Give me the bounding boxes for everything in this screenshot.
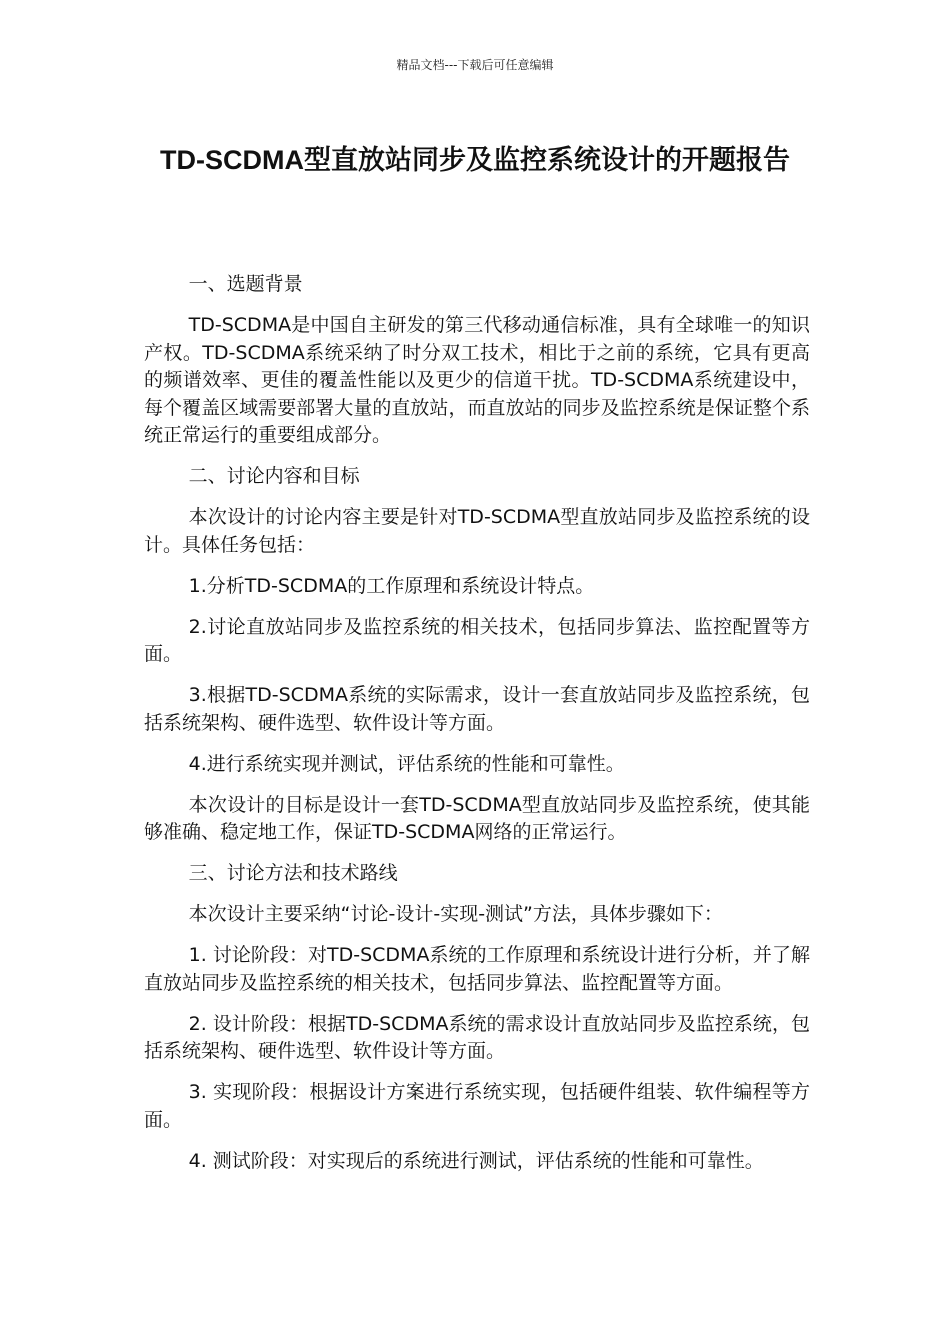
section-heading-content-goals: 二、讨论内容和目标	[188, 465, 360, 487]
paragraph-methods-intro: 本次设计主要采纳“讨论-设计-实现-测试”方法，具体步骤如下：	[188, 903, 723, 925]
page-header: 精品文档---下载后可任意编辑	[396, 58, 554, 72]
step-item-4: 4. 测试阶段：对实现后的系统进行测试，评估系统的性能和可靠性。	[188, 1149, 764, 1172]
step-item-3: 3. 实现阶段：根据设计方案进行系统实现，包括硬件组装、软件编程等方面。	[144, 1081, 810, 1131]
paragraph-background: TD-SCDMA是中国自主研发的第三代移动通信标准，具有全球唯一的知识产权。TD-SCDMA系统采纳了时分双工技术，相比于之前的系统，它具有更高的频谱效率、更佳的覆盖性能以及更少的信道干扰。TD-SCDMA系统建设中，每个覆盖区域需要部署大量的直放站，而直放站的同步及监控系统是保证整个系统正常运行的重要组成部分。	[144, 314, 810, 446]
task-item-2: 2.讨论直放站同步及监控系统的相关技术，包括同步算法、监控配置等方面。	[144, 615, 810, 665]
task-item-1: 1.分析TD-SCDMA的工作原理和系统设计特点。	[188, 574, 595, 597]
task-item-3: 3.根据TD-SCDMA系统的实际需求，设计一套直放站同步及监控系统，包括系统架构、硬件选型、软件设计等方面。	[144, 684, 810, 734]
paragraph-goal: 本次设计的目标是设计一套TD-SCDMA型直放站同步及监控系统，使其能够准确、稳定地工作，保证TD-SCDMA网络的正常运行。	[144, 793, 810, 843]
step-item-2: 2. 设计阶段：根据TD-SCDMA系统的需求设计直放站同步及监控系统，包括系统架构、硬件选型、软件设计等方面。	[144, 1012, 810, 1062]
task-item-4: 4.进行系统实现并测试，评估系统的性能和可靠性。	[188, 752, 625, 775]
paragraph-content-intro: 本次设计的讨论内容主要是针对TD-SCDMA型直放站同步及监控系统的设计。具体任务包括：	[144, 506, 810, 556]
section-heading-methods: 三、讨论方法和技术路线	[188, 862, 398, 884]
document-title: TD-SCDMA型直放站同步及监控系统设计的开题报告	[160, 145, 790, 175]
section-heading-background: 一、选题背景	[188, 273, 303, 295]
step-item-1: 1. 讨论阶段：对TD-SCDMA系统的工作原理和系统设计进行分析，并了解直放站同步及监控系统的相关技术，包括同步算法、监控配置等方面。	[144, 944, 810, 994]
document-body	[144, 271, 810, 1189]
